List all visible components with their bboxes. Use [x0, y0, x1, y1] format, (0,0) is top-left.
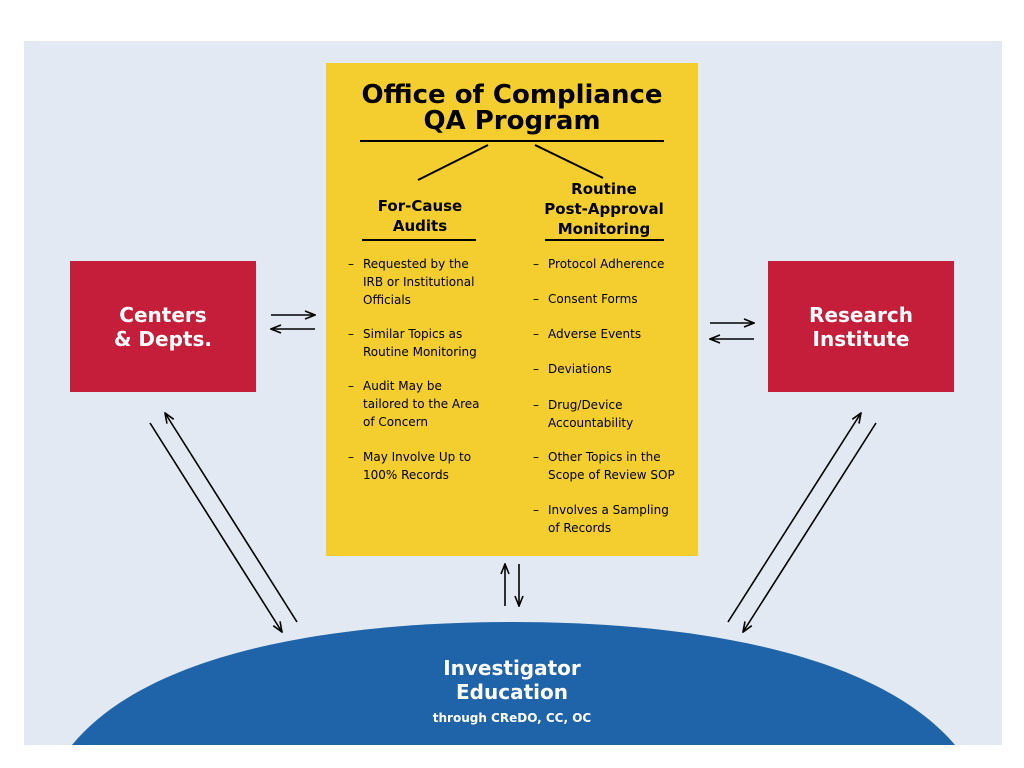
- for-cause-item: [348, 377, 480, 431]
- routine-item: [533, 325, 642, 343]
- for-cause-item-text: Audit May be tailored to the Area of Concern: [363, 379, 480, 429]
- routine-item: [533, 255, 665, 273]
- routine-item: [533, 290, 638, 308]
- arrow-right-box-to-education: [743, 423, 876, 632]
- for-cause-item: [348, 255, 475, 309]
- research-institute-box: [768, 261, 954, 392]
- education-title-line2: Education: [456, 680, 568, 704]
- arrow-education-to-right-box: [728, 413, 861, 622]
- routine-heading-line3: Monitoring: [557, 220, 651, 238]
- routine-item-text: Consent Forms: [548, 292, 638, 306]
- research-institute-label: Research Institute: [809, 302, 913, 351]
- for-cause-heading-line1: For-Cause: [377, 197, 463, 215]
- bullet-dash: –: [348, 379, 354, 393]
- routine-item: [533, 448, 675, 484]
- bullet-dash: –: [348, 327, 354, 341]
- routine-item: [533, 396, 634, 432]
- bullet-dash: –: [533, 450, 539, 464]
- routine-item-text: Adverse Events: [548, 327, 642, 341]
- routine-item-text: Protocol Adherence: [548, 257, 665, 271]
- bullet-dash: –: [533, 257, 539, 271]
- for-cause-item-text: Similar Topics as Routine Monitoring: [363, 327, 477, 359]
- routine-item-text: Other Topics in the Scope of Review SOP: [548, 450, 675, 482]
- bullet-dash: –: [533, 503, 539, 517]
- for-cause-item: [348, 448, 472, 484]
- routine-heading-line1: Routine: [571, 180, 637, 198]
- bullet-dash: –: [533, 327, 539, 341]
- bullet-dash: –: [348, 257, 354, 271]
- arrow-education-to-left-box: [165, 413, 297, 622]
- routine-heading-line2: Post-Approval: [544, 200, 664, 218]
- bullet-dash: –: [533, 292, 539, 306]
- routine-item-text: Deviations: [548, 362, 612, 376]
- bullet-dash: –: [348, 450, 354, 464]
- centers-depts-box: [70, 261, 256, 392]
- bullet-dash: –: [533, 398, 539, 412]
- routine-item-text: Involves a Sampling of Records: [548, 503, 669, 535]
- for-cause-item-text: Requested by the IRB or Institutional Officials: [363, 257, 475, 307]
- routine-item-text: Drug/Device Accountability: [548, 398, 634, 430]
- education-subtitle: through CReDO, CC, OC: [432, 711, 592, 725]
- for-cause-heading-line2: Audits: [392, 217, 448, 235]
- for-cause-item-text: May Involve Up to 100% Records: [363, 450, 472, 482]
- routine-item: [533, 360, 612, 378]
- qa-program-title-line1: Office of Compliance: [361, 80, 663, 110]
- for-cause-item: [348, 325, 477, 361]
- routine-item: [533, 501, 669, 537]
- education-title-line1: Investigator: [443, 656, 581, 680]
- centers-depts-label: Centers & Depts.: [114, 302, 212, 351]
- bullet-dash: –: [533, 362, 539, 376]
- arrow-left-box-to-education: [150, 423, 282, 632]
- qa-program-title-line2: QA Program: [423, 106, 601, 136]
